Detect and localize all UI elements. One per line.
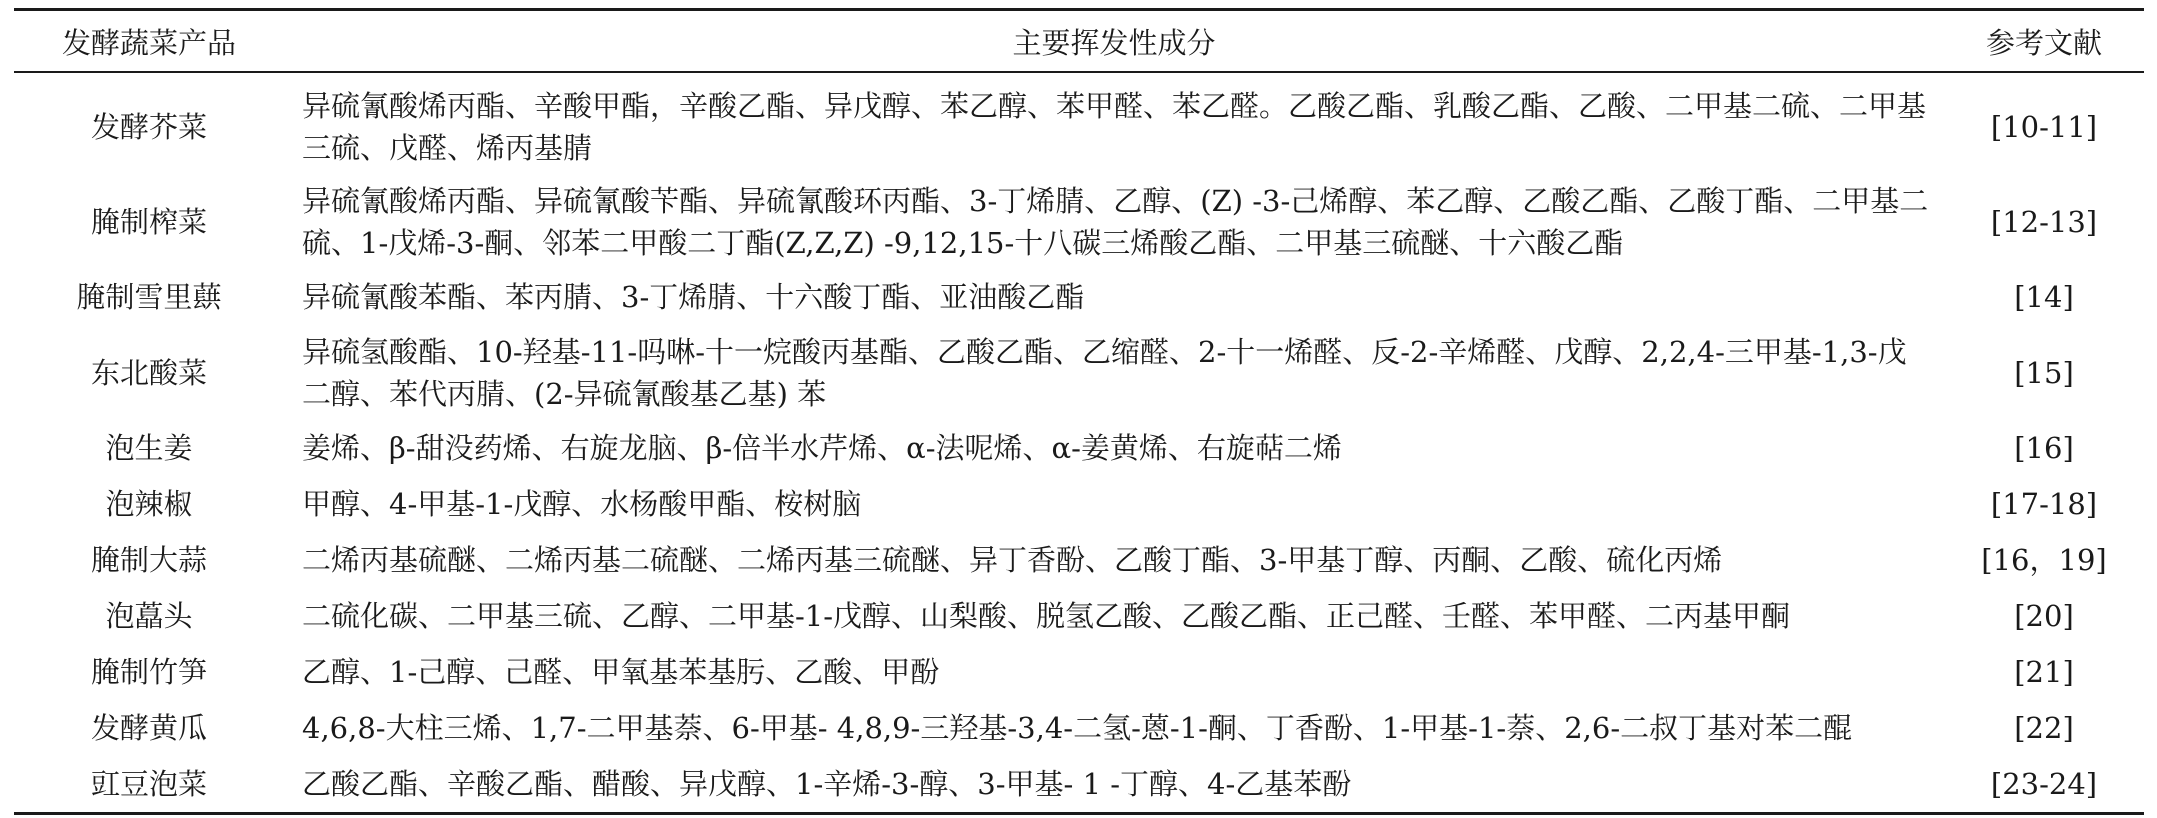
table-row <box>14 420 2144 476</box>
table-row <box>14 700 2144 756</box>
reference-cell: [22] <box>2014 711 2074 745</box>
product-cell: 发酵黄瓜 <box>90 711 207 745</box>
reference-cell: [14] <box>2014 280 2074 314</box>
product-cell: 腌制雪里蕻 <box>76 280 222 314</box>
product-cell: 泡生姜 <box>105 431 193 465</box>
volatile-components-table <box>14 8 2144 815</box>
table-row <box>14 325 2144 420</box>
components-cell: 异硫氰酸烯丙酯、异硫氰酸苄酯、异硫氰酸环丙酯、3-丁烯腈、乙醇、(Z) -3-己烯醇、苯乙醇、乙酸乙酯、乙酸丁酯、二甲基二硫、1-戊烯-3-酮、邻苯二甲酸二丁酯(Z,Z,Z) -9,12,15-十八碳三烯酸乙酯、二甲基三硫醚、十六酸乙酯 <box>302 183 1929 260</box>
table-row <box>14 588 2144 644</box>
product-cell: 东北酸菜 <box>90 355 207 390</box>
product-cell: 泡辣椒 <box>105 487 193 521</box>
product-cell: 发酵芥菜 <box>90 109 207 144</box>
components-cell: 乙醇、1-己醇、己醛、甲氧基苯基肟、乙酸、甲酚 <box>302 655 940 689</box>
components-cell: 二烯丙基硫醚、二烯丙基二硫醚、二烯丙基三硫醚、异丁香酚、乙酸丁酯、3-甲基丁醇、丙酮、乙酸、硫化丙烯 <box>302 543 1723 577</box>
product-cell: 腌制竹笋 <box>90 655 207 689</box>
reference-cell: [10-11] <box>1990 109 2098 144</box>
reference-cell: [15] <box>2014 355 2074 390</box>
header-reference: 参考文献 <box>1944 10 2144 73</box>
reference-cell: [12-13] <box>1990 204 2098 239</box>
table-header-row <box>14 10 2144 73</box>
table-row <box>14 756 2144 814</box>
components-cell: 乙酸乙酯、辛酸乙酯、醋酸、异戊醇、1-辛烯-3-醇、3-甲基- 1 -丁醇、4-乙基苯酚 <box>284 756 1944 814</box>
table-row <box>14 174 2144 269</box>
components-cell: 异硫氢酸酯、10-羟基-11-吗啉-十一烷酸丙基酯、乙酸乙酯、乙缩醛、2-十一烯醛、反-2-辛烯醛、戊醇、2,2,4-三甲基-1,3-戊二醇、苯代丙腈、(2-异硫氰酸基乙基) 苯 <box>302 334 1907 411</box>
table-row <box>14 644 2144 700</box>
components-cell: 4,6,8-大柱三烯、1,7-二甲基萘、6-甲基- 4,8,9-三羟基-3,4-二氢-蒽-1-酮、丁香酚、1-甲基-1-萘、2,6-二叔丁基对苯二醌 <box>302 711 1853 745</box>
reference-cell: [20] <box>2014 599 2074 633</box>
reference-cell: [23-24] <box>1944 756 2144 814</box>
product-cell: 泡藠头 <box>105 599 193 633</box>
product-cell: 腌制榨菜 <box>90 204 207 239</box>
components-cell: 二硫化碳、二甲基三硫、乙醇、二甲基-1-戊醇、山梨酸、脱氢乙酸、乙酸乙酯、正己醛、壬醛、苯甲醛、二丙基甲酮 <box>302 599 1791 633</box>
reference-cell: [16] <box>2014 431 2074 465</box>
reference-cell: [16，19] <box>1981 543 2107 577</box>
components-cell: 甲醇、4-甲基-1-戊醇、水杨酸甲酯、桉树脑 <box>302 487 862 521</box>
table-row <box>14 476 2144 532</box>
reference-cell: [17-18] <box>1990 487 2098 521</box>
header-product: 发酵蔬菜产品 <box>14 10 284 73</box>
header-components: 主要挥发性成分 <box>284 10 1944 73</box>
volatile-components-table-wrapper <box>14 8 2144 815</box>
table-row <box>14 532 2144 588</box>
components-cell: 姜烯、β-甜没药烯、右旋龙脑、β-倍半水芹烯、α-法呢烯、α-姜黄烯、右旋萜二烯 <box>302 431 1342 465</box>
table-row <box>14 72 2144 174</box>
reference-cell: [21] <box>2014 655 2074 689</box>
product-cell: 豇豆泡菜 <box>14 756 284 814</box>
components-cell: 异硫氰酸烯丙酯、辛酸甲酯，辛酸乙酯、异戊醇、苯乙醇、苯甲醛、苯乙醛。乙酸乙酯、乳酸乙酯、乙酸、二甲基二硫、二甲基三硫、戊醛、烯丙基腈 <box>302 88 1927 165</box>
product-cell: 腌制大蒜 <box>90 543 207 577</box>
components-cell: 异硫氰酸苯酯、苯丙腈、3-丁烯腈、十六酸丁酯、亚油酸乙酯 <box>302 280 1085 314</box>
table-row <box>14 269 2144 325</box>
